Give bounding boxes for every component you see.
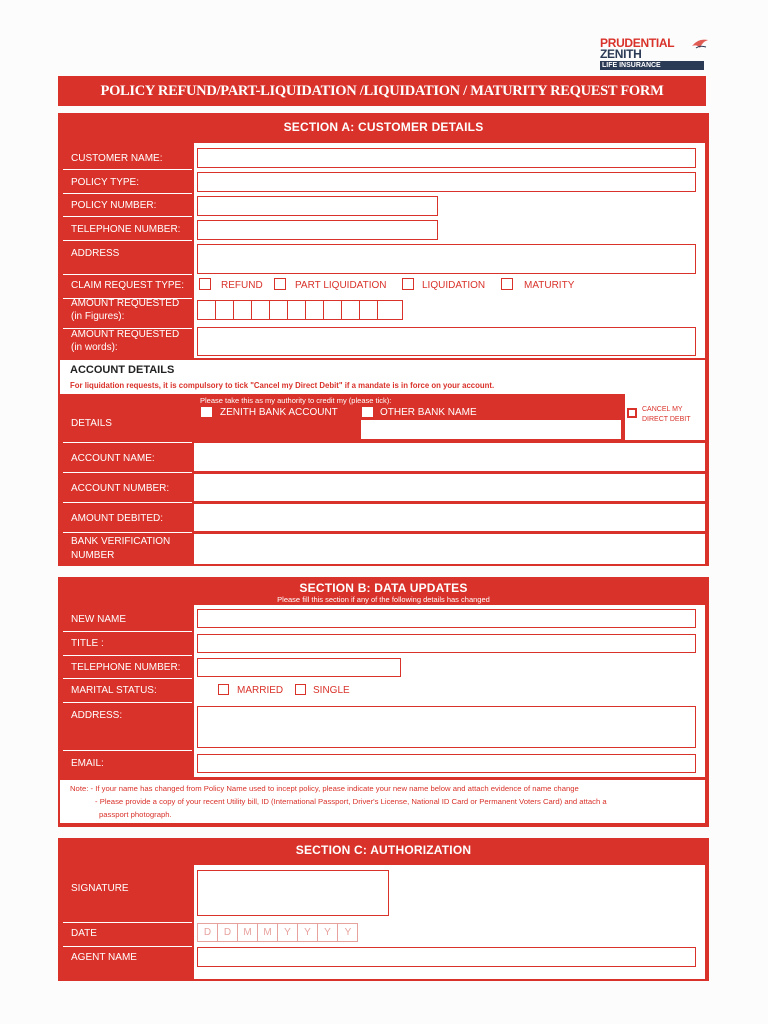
title-input[interactable] [197, 634, 696, 653]
other-bank-name-input[interactable] [361, 420, 621, 439]
section-c-title: SECTION C: AUTHORIZATION [295, 843, 472, 857]
amount-figures-label-2: (in Figures): [71, 311, 125, 322]
signature-input[interactable] [197, 870, 389, 916]
b-address-input[interactable] [197, 706, 696, 748]
section-b-note [60, 780, 705, 823]
zenith-bank-label: ZENITH BANK ACCOUNT [220, 407, 338, 418]
form-title: POLICY REFUND/PART-LIQUIDATION /LIQUIDATION / MATURITY REQUEST FORM [100, 83, 664, 99]
single-checkbox[interactable] [295, 684, 306, 695]
other-bank-checkbox[interactable] [362, 407, 373, 417]
date-label: DATE [71, 928, 97, 939]
liquidation-checkbox[interactable] [402, 278, 414, 290]
date-cell: D [218, 924, 238, 941]
date-cell: M [258, 924, 278, 941]
refund-checkbox[interactable] [199, 278, 211, 290]
amount-debited-input[interactable] [194, 504, 705, 531]
liquidation-option-label: LIQUIDATION [422, 280, 486, 291]
date-cell: Y [298, 924, 318, 941]
claim-request-type-label: CLAIM REQUEST TYPE: [71, 280, 184, 291]
agent-name-label: AGENT NAME [71, 952, 137, 963]
b-telephone-input[interactable] [197, 658, 401, 677]
amount-words-input[interactable] [197, 327, 696, 356]
date-cell: Y [278, 924, 298, 941]
b-address-label: ADDRESS: [71, 710, 123, 721]
section-b [58, 577, 709, 827]
telephone-number-input[interactable] [197, 220, 438, 240]
b-telephone-label: TELEPHONE NUMBER: [71, 662, 181, 673]
policy-type-input[interactable] [197, 172, 696, 192]
agent-name-input[interactable] [197, 947, 696, 967]
policy-type-label: POLICY TYPE: [71, 177, 139, 188]
cancel-direct-debit-area [625, 394, 705, 440]
brand-line2: ZENITH [600, 47, 642, 61]
account-number-label: ACCOUNT NUMBER: [71, 483, 170, 494]
signature-label: SIGNATURE [71, 883, 129, 894]
email-label: EMAIL: [71, 758, 104, 769]
married-label: MARRIED [237, 685, 284, 696]
date-cell: D [198, 924, 218, 941]
new-name-label: NEW NAME [71, 614, 126, 625]
amount-words-label-2: (in words): [71, 342, 118, 353]
brand-line1: PRUDENTIAL [600, 36, 675, 50]
account-number-input[interactable] [194, 474, 705, 501]
section-c [58, 838, 709, 981]
refund-option-label: REFUND [221, 280, 263, 291]
single-label: SINGLE [313, 685, 350, 696]
other-bank-label: OTHER BANK NAME [380, 407, 477, 418]
brand-tagline: LIFE INSURANCE [600, 61, 704, 70]
policy-number-input[interactable] [197, 196, 438, 216]
customer-name-label: CUSTOMER NAME: [71, 153, 163, 164]
policy-number-label: POLICY NUMBER: [71, 200, 157, 211]
maturity-checkbox[interactable] [501, 278, 513, 290]
cancel-direct-debit-label-2: DIRECT DEBIT [642, 416, 691, 423]
date-cell: Y [344, 927, 352, 938]
details-label: DETAILS [71, 418, 112, 429]
part-liquidation-option-label: PART LIQUIDATION [295, 280, 387, 291]
customer-name-input[interactable] [197, 148, 696, 168]
section-b-subtitle: Please fill this section if any of the following details has changed [277, 595, 490, 604]
amount-debited-label: AMOUNT DEBITED: [71, 513, 164, 524]
title-label: TITLE : [71, 638, 104, 649]
bvn-input[interactable] [194, 534, 705, 564]
maturity-option-label: MATURITY [524, 280, 575, 291]
new-name-input[interactable] [197, 609, 696, 628]
note-line-2: - Please provide a copy of your recent Utility bill, ID (International Passport, Driver's License, National ID Card or Permanent Voters Card) and attach a [95, 797, 607, 806]
address-label: ADDRESS [71, 248, 120, 259]
data-updates-panel [194, 605, 705, 777]
date-input[interactable] [197, 923, 358, 942]
date-cell: M [238, 924, 258, 941]
account-details-title: ACCOUNT DETAILS [70, 364, 175, 376]
amount-figures-label-1: AMOUNT REQUESTED [71, 298, 180, 309]
account-name-input[interactable] [194, 443, 705, 471]
cancel-direct-debit-label-1: CANCEL MY [642, 406, 683, 413]
address-input[interactable] [197, 244, 696, 274]
account-name-label: ACCOUNT NAME: [71, 453, 155, 464]
customer-fields-panel [194, 143, 705, 358]
brand-logo [600, 36, 710, 72]
bvn-label-1: BANK VERIFICATION [71, 536, 171, 547]
authorization-panel [194, 865, 705, 979]
telephone-number-label: TELEPHONE NUMBER: [71, 224, 181, 235]
part-liquidation-checkbox[interactable] [274, 278, 286, 290]
note-line-3: passport photograph. [99, 810, 172, 819]
amount-words-label-1: AMOUNT REQUESTED [71, 329, 180, 340]
form-title-bar [58, 76, 706, 106]
married-checkbox[interactable] [218, 684, 229, 695]
section-a [58, 113, 709, 566]
email-input[interactable] [197, 754, 696, 773]
note-line-1: Note: - If your name has changed from Policy Name used to incept policy, please indicate your new name below and attach evidence of name change [70, 784, 579, 793]
bird-icon [690, 36, 710, 52]
authority-text: Please take this as my authority to credit my (please tick): [200, 396, 392, 405]
date-cell: Y [318, 924, 338, 941]
marital-status-label: MARITAL STATUS: [71, 685, 157, 696]
section-b-title: SECTION B: DATA UPDATES [299, 581, 468, 595]
bvn-label-2: NUMBER [71, 550, 115, 561]
section-a-title: SECTION A: CUSTOMER DETAILS [283, 120, 484, 134]
amount-figures-input[interactable] [197, 300, 403, 320]
account-details-note: For liquidation requests, it is compulsory to tick "Cancel my Direct Debit" if a mandate is in force on your account. [70, 381, 495, 390]
zenith-bank-checkbox[interactable] [201, 407, 212, 417]
account-details-header [60, 360, 705, 394]
